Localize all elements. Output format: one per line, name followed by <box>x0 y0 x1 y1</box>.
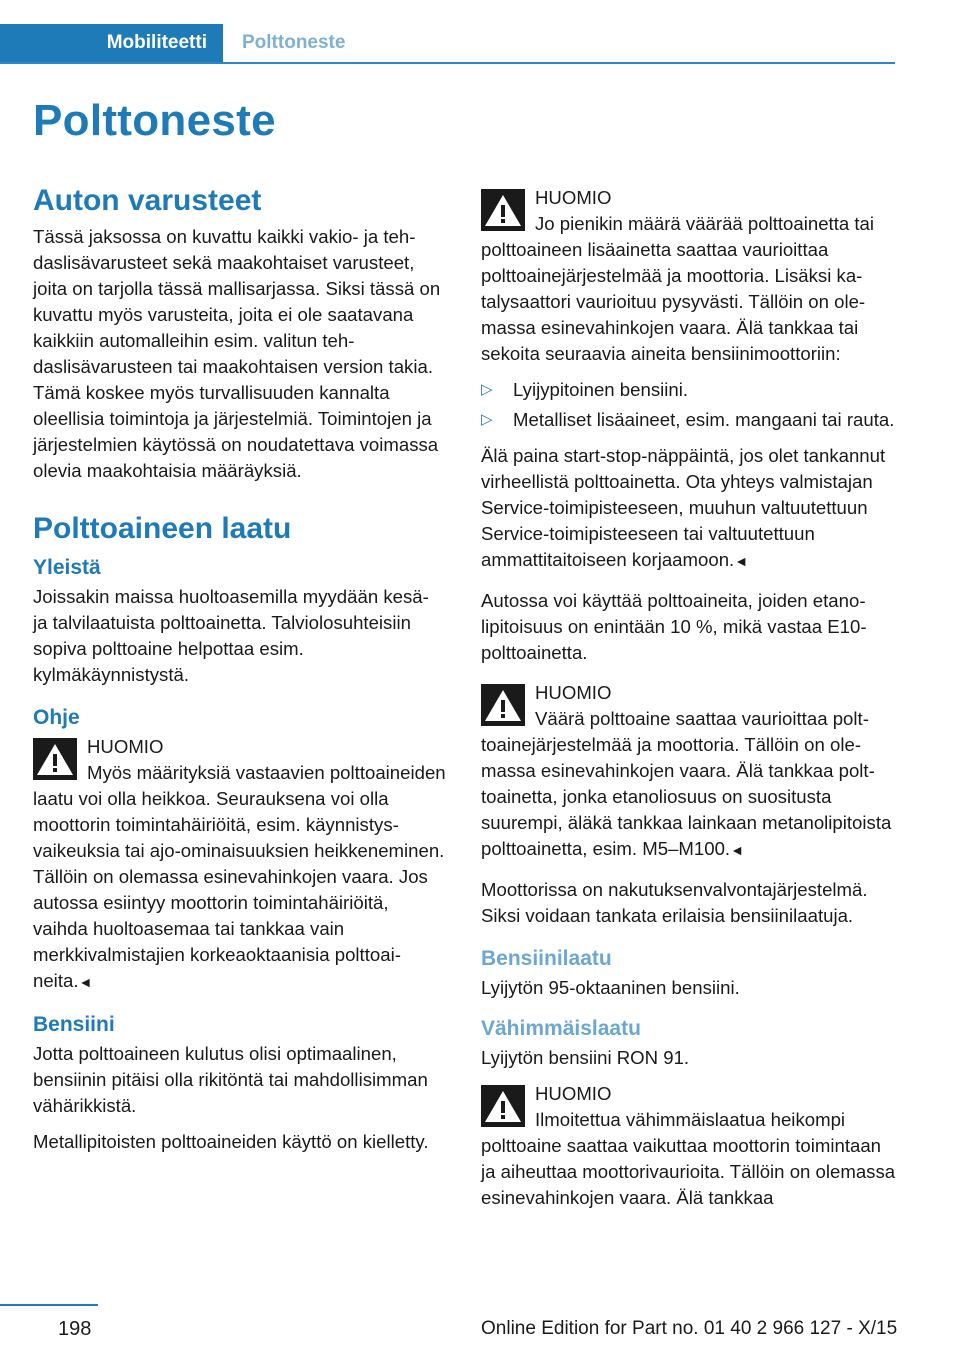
paragraph-bensiini-2: Metallipitoisten polttoaineiden käyttö on kielletty. <box>33 1131 429 1152</box>
warning-heading: HUOMIO <box>535 1083 612 1104</box>
warning-text: Ilmoitettua vähimmäislaatua heikompi polttoaine saattaa vaikuttaa moottorin toimintaan ja aiheuttaa moottorivaurioita. Tällöin on olemassa esinevahinkojen vaara. Älä tankkaa <box>481 1109 896 1208</box>
tab-mobiliteetti-label: Mobiliteetti <box>106 32 207 53</box>
paragraph-vahimmaislaatu: Lyijytön bensiini RON 91. <box>481 1047 690 1068</box>
subheading-bensiini: Bensiini <box>33 1013 115 1036</box>
paragraph-bensiini-1: Jotta polttoaineen kulutus olisi optimaalinen, bensiinin pitäisi olla rikitöntä tai mahdollisimman vähärikkistä. <box>33 1043 428 1116</box>
paragraph-start-stop <box>481 443 896 574</box>
list-item <box>481 377 896 403</box>
warning-heading: HUOMIO <box>87 736 164 757</box>
right-column <box>481 185 896 1221</box>
left-column <box>33 182 448 1165</box>
warning-heading: HUOMIO <box>535 187 612 208</box>
end-mark: ◄ <box>78 974 93 990</box>
subheading-yleista: Yleistä <box>33 556 101 579</box>
footer-edition-text: Online Edition for Part no. 01 40 2 966 127 - X/15 <box>481 1318 898 1339</box>
footer-divider <box>0 1304 98 1306</box>
section-title-auton-varusteet: Auton varusteet <box>33 184 262 217</box>
end-mark: ◄ <box>734 553 749 569</box>
paragraph-auton-varusteet: Tässä jaksossa on kuvattu kaikki vakio- ja tehdaslisävarusteet sekä maakohtaiset varusteet, joita on tarjolla tässä mallisarjassa. Siksi tässä on kuvattu myös varusteita, joita ei ole saatavana kaikkiin automalleihin esim. valitun tehdaslisävarusteen tai maakohtaisen version takia. Tämä koskee myös turvallisuuden kannalta oleellisia toimintoja ja järjestelmiä. Toimintojen ja järjestelmien käytössä on noudatettava voimassa olevia maakohtaisia määräyksiä. <box>33 226 441 481</box>
page-number: 198 <box>58 1318 92 1340</box>
warning-triangle-icon <box>481 1085 525 1127</box>
paragraph-etanoli: Autossa voi käyttää polttoaineita, joiden etanolipitoisuus on enintään 10 %, mikä vastaa E10-polttoainetta. <box>481 590 867 663</box>
triangle-bullet-icon: ▷ <box>481 411 493 428</box>
warning-box <box>481 680 896 863</box>
top-tab-bar <box>0 24 895 64</box>
warning-box <box>481 185 896 367</box>
warning-text: Väärä polttoaine saattaa vaurioittaa polttoainejärjestelmää ja moottoria. Tällöin on olemassa esinevahinkojen vaara. Älä tankkaa polttoainetta, jonka etanoliosuus on suositusta suurempi, äläkä tankkaa lainkaan metanolipitoista polttoainetta, esim. M5–M100. <box>481 708 892 859</box>
warning-heading: HUOMIO <box>535 682 612 703</box>
warning-triangle-icon <box>33 738 77 780</box>
page-title: Polttoneste <box>33 96 276 145</box>
subheading-ohje: Ohje <box>33 706 80 729</box>
subheading-vahimmaislaatu: Vähimmäislaatu <box>481 1017 641 1040</box>
list-item-text: Lyijypitoinen bensiini. <box>513 379 689 400</box>
paragraph-bensiinilaatu: Lyijytön 95-oktaaninen bensiini. <box>481 977 740 998</box>
forbidden-substances-list <box>481 377 896 433</box>
warning-box <box>481 1081 896 1211</box>
warning-triangle-icon <box>481 189 525 231</box>
list-item <box>481 407 896 433</box>
paragraph-start-stop-text: Älä paina start-stop-näppäintä, jos olet tankannut virheellistä polttoainetta. Ota yhteys valmistajan Service-toimipisteeseen, muuhun valtuutettuun Service-toimipisteeseen tai valtuutettuun ammattitaitoiseen korjaamoon. <box>481 445 886 570</box>
paragraph-nakutus: Moottorissa on nakutuksenvalvontajärjestelmä. Siksi voidaan tankata erilaisia bensiinilaatuja. <box>481 879 868 926</box>
paragraph-yleista: Joissakin maissa huoltoasemilla myydään kesä- ja talvilaatuista polttoainetta. Talviolosuhteisiin sopiva polttoaine helpottaa esim. kylmäkäynnistystä. <box>33 586 429 685</box>
warning-triangle-icon <box>481 684 525 726</box>
end-mark: ◄ <box>730 842 744 858</box>
tab-mobiliteetti[interactable] <box>0 24 223 62</box>
warning-text: Myös määrityksiä vastaavien polttoaineiden laatu voi olla heikkoa. Seurauksena voi olla moottorin toimintahäiriöitä, esim. käynnistysvaikeuksia tai ajo-ominaisuuksien heikkeneminen. Tällöin on olemassa esinevahinkojen vaara. Jos autossa esiintyy moottorin toimintahäiriöitä, vaihda huoltoasemaa tai tankkaa vain merkkivalmistajien korkeaoktaanisia polttoaineita. <box>33 762 446 991</box>
warning-text: Jo pienikin määrä väärää polttoainetta tai polttoaineen lisäainetta saattaa vaurioittaa polttoainejärjestelmää ja moottoria. Lisäksi katalysaattori vaurioituu pysyvästi. Tällöin on olemassa esinevahinkojen vaara. Älä tankkaa tai sekoita seuraavia aineita bensiinimoottoriin: <box>481 213 875 364</box>
triangle-bullet-icon: ▷ <box>481 381 493 398</box>
tab-polttoneste[interactable] <box>242 24 345 62</box>
warning-box <box>33 734 448 995</box>
list-item-text: Metalliset lisäaineet, esim. mangaani tai rauta. <box>513 409 895 430</box>
section-title-polttoaineen-laatu: Polttoaineen laatu <box>33 512 292 545</box>
tab-polttoneste-label: Polttoneste <box>242 32 346 53</box>
subheading-bensiinilaatu: Bensiinilaatu <box>481 947 612 970</box>
